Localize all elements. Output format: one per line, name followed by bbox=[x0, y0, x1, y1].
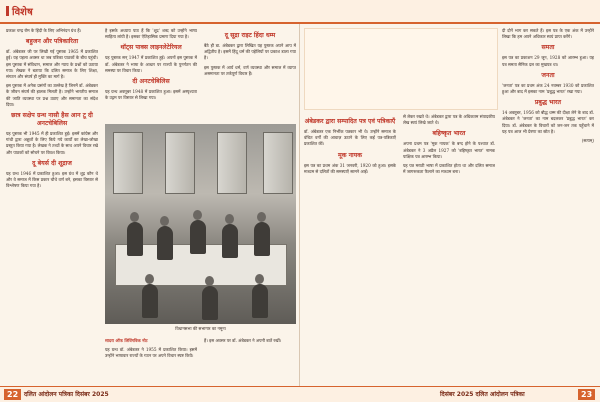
photo-window bbox=[217, 132, 247, 194]
historic-photo bbox=[105, 124, 296, 324]
paragraph: इस पत्र का प्रकाशन 29 जून, 1928 को आरम्भ हुआ। यह पत्र समता सैनिक दल का मुखपत्र था। bbox=[502, 55, 594, 67]
page-gutter bbox=[299, 24, 300, 386]
photo-caption: विधानसभा की सभागार का नमूना bbox=[175, 326, 226, 331]
footer-title-left: दलित आंदोलन पत्रिका दिसंबर 2025 bbox=[24, 391, 109, 398]
photo-figure bbox=[205, 276, 214, 286]
paragraph: हैं। इस अवसर पर डॉ. अंबेडकर ने अपनी बातें रखीं। bbox=[204, 338, 282, 343]
paragraph: यह पत्र मराठी भाषा में प्रकाशित होता था और दलित समाज में जागरूकता फैलाने का माध्यम बना। bbox=[403, 163, 495, 175]
heading: समता bbox=[541, 44, 555, 52]
right-col-2 bbox=[403, 114, 495, 383]
photo-figure bbox=[130, 212, 139, 222]
heading: थॉट्स पाक्स लाइनलेटेरियल bbox=[120, 44, 182, 52]
right-col-3 bbox=[502, 28, 594, 383]
photo-figure bbox=[257, 212, 266, 222]
footer-bar bbox=[0, 386, 600, 402]
left-col-3-lower bbox=[204, 338, 296, 383]
paragraph: यह पुस्तक सन् 1947 में प्रकाशित हुई। अपनों इस पुस्तक में डॉ. अंबेडकर ने भाषा के आधार पर राज्यों के पुनर्गठन की समस्या पर विचार किया। bbox=[105, 55, 197, 73]
photo-figure bbox=[225, 214, 234, 224]
photo-figure bbox=[157, 226, 173, 260]
paragraph: बैठे ही डा. अंबेडकर द्वारा लिखित यह पुस्तक अपने आप में अद्वितीय है। इसमें हिंदू धर्म की पहेलियों पर प्रकाश डाला गया है। bbox=[204, 43, 296, 61]
photo-figure bbox=[254, 222, 270, 256]
heading: जनता bbox=[541, 71, 555, 79]
heading: दू सूद्रा राइट हिंदा धम्म bbox=[224, 32, 276, 39]
photo-figure bbox=[142, 284, 158, 318]
paragraph: दी दोनें भाग कर सकते हैं। इस पत्र के एक अंक में उन्होंने लिखा कि हम अपने अधिकार स्वयं प्राप्त करेंगे। bbox=[502, 28, 594, 40]
paragraph: 'जनता' पत्र का प्रथम अंक 24 नवम्बर 1930 को प्रकाशित हुआ और बाद में इसका नाम 'प्रबुद्ध भारत' रखा गया। bbox=[502, 82, 594, 95]
photo-window bbox=[113, 132, 143, 194]
photo-figure bbox=[127, 222, 143, 256]
paragraph: इस पुस्तक में अनेक प्रसंगों का उल्लेख है जिनमें डॉ. अंबेडकर के जीवन संघर्ष की झलक मिलती है। उन्होंने भारतीय समाज की जाति व्यवस्था पर प्रश्न उठाए और समानता का संदेश दिया। bbox=[6, 83, 98, 107]
heading: दी अनटचेबिलिस bbox=[132, 78, 170, 86]
paragraph: यह पुस्तक भी 1945 में ही प्रकाशित हुई। इसमें कांग्रेस और गांधी द्वारा अछूतों के लिए किये गये कार्यों का लेखा-जोखा प्रस्तुत किया गया है। लेखक ने तथ्यों के साथ अपने विचार रखे और पाठकों को सोचने पर विवश किया। bbox=[6, 131, 98, 155]
heading: दू बेयर्स दी शूद्राज bbox=[32, 159, 72, 167]
left-page bbox=[6, 28, 296, 383]
paragraph: 14 अक्तूबर, 1956 को बौद्ध धम्म की दीक्षा लेने के बाद डॉ. अंबेडकर ने 'जनता' का नाम बदलकर 'प्रबुद्ध भारत' कर दिया। डॉ. अंबेडकर के विचारों को जन-जन तक पहुँचाने में यह पत्र आज भी प्रेरणा का स्रोत है। bbox=[502, 110, 594, 134]
photo-window bbox=[263, 132, 293, 194]
paragraph: सादरा ऑफ लिविंगविक नोट bbox=[105, 338, 148, 343]
heading: अंबेडकर द्वारा सम्पादित पत्र एवं पत्रिकाएँ bbox=[304, 118, 396, 125]
heading: बहिष्कृत भारत bbox=[432, 130, 466, 138]
paragraph: इस पत्र का प्रथम अंक 31 जनवरी, 1920 को हुआ। इसके माध्यम से दलितों की समस्याएँ सामने आईं। bbox=[304, 162, 396, 174]
paragraph: यह ग्रन्थ अक्तूबर 1948 में प्रकाशित हुआ। इसमें अस्पृश्यता के उद्गम पर विस्तार से लिखा गया। bbox=[105, 89, 197, 101]
photo-figure bbox=[190, 220, 206, 254]
left-col-1 bbox=[6, 28, 98, 383]
photo-figure bbox=[160, 216, 169, 226]
photo-figure bbox=[222, 224, 238, 258]
photo-figure bbox=[252, 284, 268, 318]
footer-title-right: दिसंबर 2025 दलित आंदोलन पत्रिका bbox=[440, 391, 525, 398]
page-number-left: 22 bbox=[4, 389, 21, 400]
right-col-1 bbox=[304, 114, 396, 383]
paragraph: अपना प्रथम पत्र 'मूक नायक' के बन्द होने के पश्चात डॉ. अंबेडकर ने 3 अप्रैल 1927 को 'बहिष्कृत भारत' नामक पाक्षिक पत्र आरम्भ किया। bbox=[403, 141, 495, 159]
paragraph: यह ग्रन्थ 1946 में प्रकाशित हुआ। इस ग्रंथ में शूद्र कौन थे और वे समाज में किस प्रकार चौथे वर्ण बने, इसका विस्तार से विश्लेषण किया गया है। bbox=[6, 170, 98, 189]
photo-figure bbox=[193, 210, 202, 220]
paragraph: इस पुस्तक में आर्य धर्म, वर्ण व्यवस्था और समाज में व्याप्त असमानता पर तर्कपूर्ण विचार हैं। bbox=[204, 64, 296, 76]
photo-box bbox=[304, 28, 498, 110]
heading: छात्र सक्षेप ग्रन्थ नासौ हैस आन टू दी अनटचेबिलिस bbox=[11, 112, 93, 128]
section-tag: विशेष bbox=[6, 4, 33, 18]
right-page bbox=[304, 28, 594, 383]
paragraph: है इसके अध्याय पाठ हैं कि 'शूद्र' शब्द को उन्होंने भाष्य साहित्य लांघी है। इसका ऐतिहासिक प्रमाण दिया गया है। bbox=[105, 28, 197, 40]
photo-figure bbox=[202, 286, 218, 320]
photo-window bbox=[165, 132, 195, 194]
left-col-2 bbox=[105, 28, 197, 120]
photo-figure bbox=[145, 274, 154, 284]
heading: मूक नायक bbox=[338, 151, 362, 159]
heading: प्रबुद्ध भारत bbox=[534, 99, 562, 107]
left-col-3 bbox=[204, 28, 296, 120]
photo-figure bbox=[255, 274, 264, 284]
paragraph: डॉ. अंबेडकर जी पर लिखी गई पुस्तक 1965 में प्रकाशित हुई। यह पहला अवसर था जब पत्रिका पाठकों के बीच पहुंची। इस पुस्तक में संविधान, समाज और न्याय के प्रश्नों को उठाया गया। लेखक ने बताया कि दलित समाज के लिए शिक्षा, संगठन और संघर्ष ही मुक्ति का मार्ग है। bbox=[6, 49, 98, 80]
paragraph: से लेकर रखते थे। अंबेडकर द्वारा पत्र के अधिकतम संपादकीय लेख स्वयं लिखे जाते थे। bbox=[403, 114, 495, 126]
left-col-2-lower bbox=[105, 338, 197, 383]
author-sign: (सत्यम्) bbox=[581, 138, 594, 144]
heading: बहुजन और पत्रिकारिता bbox=[25, 38, 79, 46]
paragraph: डॉ. अंबेडकर एक निर्भीक पत्रकार भी थे। उन्होंने समाज के वंचित वर्गों की आवाज़ उठाने के लिए कई पत्र-पत्रिकाएँ प्रकाशित कीं। bbox=[304, 129, 396, 147]
paragraph: यह ग्रन्थ डॉ. अंबेडकर ने 1955 में प्रकाशित किया। इसमें उन्होंने भाषावार राज्यों के गठन पर अपने विचार स्पष्ट किये। bbox=[105, 347, 197, 359]
header-bar bbox=[0, 0, 600, 24]
page-number-right: 23 bbox=[578, 389, 595, 400]
intro-text: प्रकाश चन्द्र रोम के हिंदी के लिए अभिनंदन ग्रंथ हैं। bbox=[6, 28, 82, 33]
